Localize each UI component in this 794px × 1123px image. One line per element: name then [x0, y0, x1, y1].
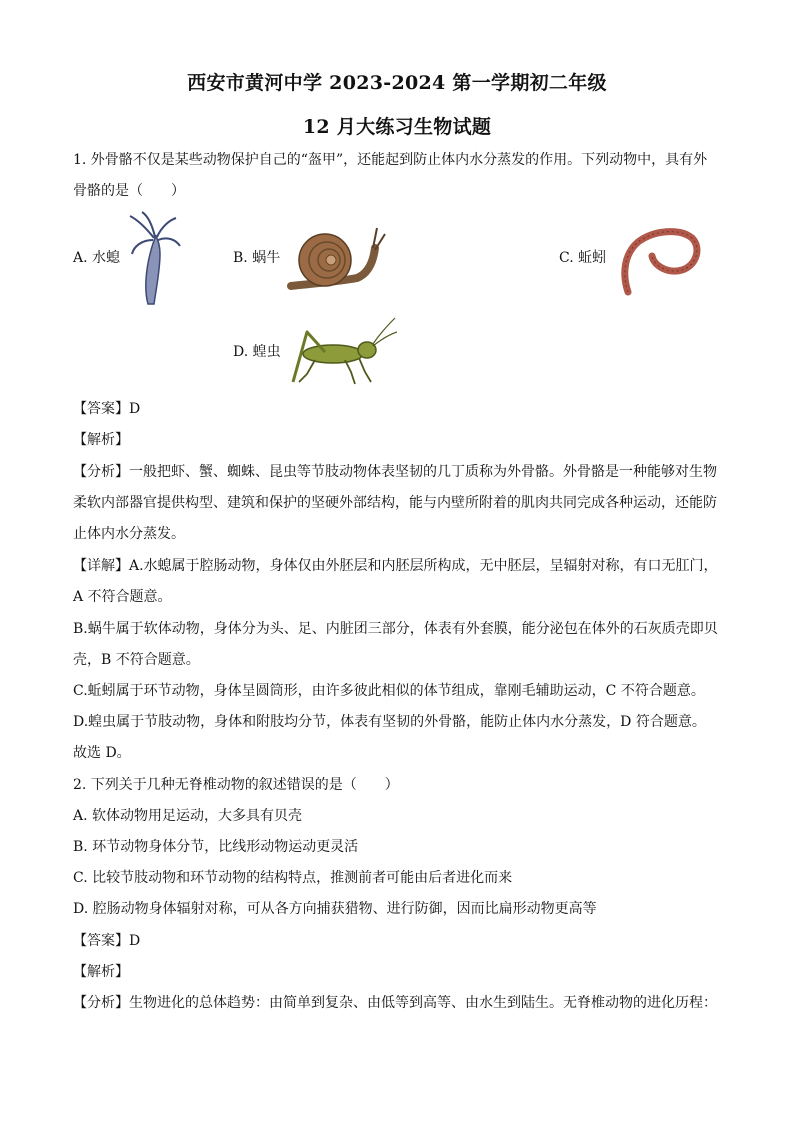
snail-image: [287, 224, 387, 292]
q2-option-b: B. 环节动物身体分节，比线形动物运动更灵活: [73, 839, 359, 855]
q1-analysis-line: B.蜗牛属于软体动物，身体分为头、足、内脏团三部分，体表有外套膜，能分泌包在体外的石灰质壳即贝: [73, 621, 718, 637]
q2-analysis-head: 【解析】: [73, 964, 129, 980]
q2-option-a: A. 软体动物用足运动，大多具有贝壳: [73, 808, 303, 824]
q2-text: 2. 下列关于几种无脊椎动物的叙述错误的是（ ）: [73, 777, 399, 793]
q1-answer: 【答案】D: [73, 401, 141, 417]
q1-option-b: B. 蜗牛: [233, 250, 281, 266]
q1-analysis-line: 【分析】一般把虾、蟹、蜘蛛、昆虫等节肢动物体表坚韧的几丁质称为外骨骼。外骨骼是一种能够对生物: [73, 464, 717, 480]
q1-analysis-line: 柔软内部器官提供构型、建筑和保护的坚硬外部结构，能与内壁所附着的肌肉共同完成各种运动，还能防: [73, 495, 717, 511]
q1-text-line1: 1. 外骨骼不仅是某些动物保护自己的“盔甲”，还能起到防止体内水分蒸发的作用。下列动物中，具有外: [73, 152, 708, 168]
q2-analysis-line: 【分析】生物进化的总体趋势：由简单到复杂、由低等到高等、由水生到陆生。无脊椎动物的进化历程：: [73, 995, 717, 1011]
q2-option-c: C. 比较节肢动物和环节动物的结构特点，推测前者可能由后者进化而来: [73, 870, 513, 886]
q1-analysis-line: D.蝗虫属于节肢动物，身体和附肢均分节，体表有坚韧的外骨骼，能防止体内水分蒸发，D 符合题意。: [73, 714, 706, 730]
hydra-image: [124, 210, 184, 306]
q1-analysis-line: C.蚯蚓属于环节动物，身体呈圆筒形，由许多彼此相似的体节组成，靠刚毛辅助运动，C 不符合题意。: [73, 683, 705, 699]
q1-analysis-line: A 不符合题意。: [73, 589, 172, 605]
q1-analysis-line: 【详解】A.水螅属于腔肠动物，身体仅由外胚层和内胚层所构成，无中胚层，呈辐射对称，有口无肛门，: [73, 558, 718, 574]
grasshopper-image: [285, 316, 397, 386]
q1-option-c: C. 蚯蚓: [559, 250, 607, 266]
earthworm-image: [618, 224, 702, 296]
q2-answer: 【答案】D: [73, 933, 141, 949]
q1-analysis-line: 故选 D。: [73, 745, 131, 761]
q1-analysis-line: 止体内水分蒸发。: [73, 526, 185, 542]
q1-option-d: D. 蝗虫: [233, 344, 281, 360]
q2-option-d: D. 腔肠动物身体辐射对称，可从各方向捕获猎物、进行防御，因而比扁形动物更高等: [73, 901, 597, 917]
q1-analysis-head: 【解析】: [73, 432, 129, 448]
doc-title-line1: 西安市黄河中学 2023-2024 第一学期初二年级: [187, 72, 607, 94]
doc-title-line2: 12 月大练习生物试题: [302, 116, 492, 138]
q1-text-line2: 骨骼的是（ ）: [73, 183, 185, 199]
q1-option-a: A. 水螅: [73, 250, 121, 266]
q1-analysis-line: 壳，B 不符合题意。: [73, 652, 200, 668]
